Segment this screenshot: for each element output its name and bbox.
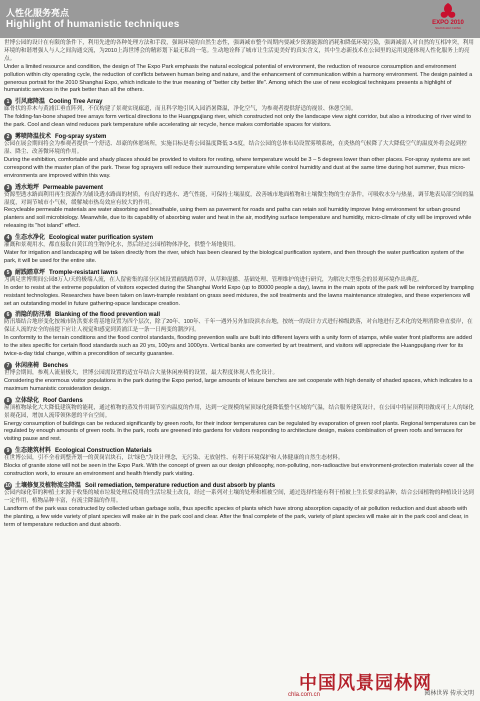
section-title-cn: 雾喷降温技术 xyxy=(15,134,52,141)
section-title-en: Fog-spray system xyxy=(55,134,107,141)
site-watermark xyxy=(280,669,476,699)
section-text-en: Considering the enormous visitor populations in the park during the Expo period, large amounts of leisure benches are set cooperate with high density of shaded spaces, which indicates to a maximum humanistic consideration design. xyxy=(4,377,473,392)
section-text-en: In conformity to the terrain conditions and the flood control standards, flooding prevention walls are built into different layers with a unity form of stamps, while water front platforms are added to the sites specific for certain flood standards such as 20 yrs, 100yrs and 1000yrs. Vertical banks are converted by art treatment, and visitors will appreciate the Huangpujiang river for its twice-a-day tidal change, within a precondition of security guarantee. xyxy=(4,335,472,358)
section-trample-resistant-lawns xyxy=(4,269,476,309)
section-number-badge: 4 xyxy=(4,234,12,242)
page-header xyxy=(0,0,480,38)
section-number-badge: 2 xyxy=(4,133,12,141)
section-flood-prevention-wall xyxy=(4,311,476,359)
section-title-cn: 立体绿化 xyxy=(15,397,40,404)
section-title-cn: 引风廊降温 xyxy=(15,99,46,106)
section-text-cn: 公园在展会期间将会为参观者提供一个舒适、昂豪的休憩场所，实施目标是将公园温度降低 3-5度，结合公园的总体布局设置雾喷系统，在炎热的气候降了大大降低空气的温度外将会起到控湿、降尘、改善微环境的作用。 xyxy=(4,141,467,155)
section-text-en: Energy consumption of buildings can be reduced significantly by green roofs, for their indoor temperatures can be regulated by evaporation of green roof plants. Regional temperatures can be regulated by enough amounts of green roofs. In the park, roofs are greened into gardens for visitors responding to architecture design, makes combination of green roofs and terraces for visiting pause and rest. xyxy=(4,420,476,443)
section-number-badge: 7 xyxy=(4,362,12,370)
intro-en: Under a limited resource and condition, the design of The Expo Park emphasis the natural ecological potential of environment, the reduction of resource consumption and environment pollution within city operating cycle, the reduction of conflicts between human being and nature, and the enhancement of communication within a harmony environment. The design painted a generous portrait for the 2010 Shanghai Expo, which indicate to the true meaning of "better city better life". Among which the use of new ecological techniques presents a highlight of humanistic services in the park better than all the others. xyxy=(4,63,473,94)
section-permeable-pavement xyxy=(4,184,476,232)
section-heading xyxy=(4,269,476,277)
section-heading xyxy=(4,184,476,192)
section-text-cn: 世博会期间，参观人流量极大，世博公园需设置的适宜年结合大量休闲座椅的设置，最大程度体现人性化设计。 xyxy=(4,370,279,376)
section-title-en: Soil remediation, temperature reduction and dust absorb by plants xyxy=(85,482,276,489)
section-heading xyxy=(4,133,476,141)
section-cooling-tree-array xyxy=(4,98,476,130)
section-title-cn: 耐践踏草坪 xyxy=(15,269,46,276)
section-water-purification xyxy=(4,234,476,266)
section-title-en: Ecological Construction Materials xyxy=(55,448,152,455)
section-text-cn: 廊骨状的乔木与黄浦江垂直阵列，不仅构建了景观实现廊道，而且科学地引风入园消暑降温，净化空气，为参观者提供舒适的视景、休憩空间。 xyxy=(4,106,357,113)
section-heading xyxy=(4,234,476,242)
section-title-cn: 生态水净化 xyxy=(15,235,46,242)
section-text-cn: 为满足世博期间公园8万人/天的极端人流，在人留密集的部分区域设置耐践踏草坪，从草种混播、基础处理、管理维护的进行研究，为解决大型集会的景观环境作出典范。 xyxy=(4,276,423,283)
section-construction-materials xyxy=(4,447,476,479)
section-title-en: Permeable pavement xyxy=(43,184,104,191)
section-text-en: During the exhibition, comfortable and shady places should be provided to visitors for resting, where temperature would be 3 – 5 degrees lower than other places. For-spray systems are set correspond with the master plan of the park. These fog sprayers will reduce their surrounding temperature while control humidity and dust at the same time during hot summer, thus micro-environments are improved within this way. xyxy=(4,156,470,179)
section-number-badge: 5 xyxy=(4,269,12,277)
section-number-badge: 10 xyxy=(5,482,11,489)
section-number-badge: 8 xyxy=(4,397,12,405)
section-title-cn: 消隐的防汛墙 xyxy=(15,312,52,319)
expo-logo xyxy=(426,2,470,38)
section-title-cn: 土壤修复及植物流尘降温 xyxy=(15,482,82,489)
section-title-en: Benches xyxy=(43,363,69,369)
watermark-url: chla.com.cn xyxy=(288,692,321,698)
section-number-badge: 1 xyxy=(4,98,12,106)
header-title-cn: 人性化服务亮点 xyxy=(6,8,70,18)
section-roof-gardens xyxy=(4,397,476,445)
section-title-en: Cooling Tree Array xyxy=(49,99,103,106)
section-text-cn: 公园内绿化带的种植土来源于收集的城市垃圾处理后使用的生活垃圾土改良，经过一系列对土壤的处理和植被空间，通过选择性能有利于植被上生长要求的品种，结合公园植物的种植设计达到一定作用，植物品种丰富，有流尘降温的作用。 xyxy=(4,489,474,504)
section-title-en: Roof Gardens xyxy=(43,397,83,404)
section-text-en: The folding-fan-bone shaped tree arrays form vertical directions to the Huangpujiang river, which constructed not only the landscape view sight corridor, but also a introducing of river wind to the park. Cool and clean wind reduces park temperature while accelerating air recycle, hence makes comfortable spaces for visitors. xyxy=(4,114,472,129)
expo-logo-icon xyxy=(437,2,459,20)
section-title-en: Ecological water purification system xyxy=(49,235,154,242)
section-title-en: Tromple-resistant lawns xyxy=(49,269,118,276)
section-fog-spray-system xyxy=(4,133,476,181)
expo-logo-subtext: SHANGHAI CHINA xyxy=(435,26,461,30)
section-heading xyxy=(4,482,476,490)
section-heading xyxy=(4,362,476,370)
section-text-cn: 防汛墙结合地形变化按城市防洪要求将基地设置为四个层次，除了20年、100年、千年一遇外另外加设滨水台地，按统一的设计方式进行梯级跌落，对台地进行艺术化的处理消除垂直驳岸，在保证人流的安全的前提下应让人视觉和感觉到黄浦江是一条一日两变的潮汐河。 xyxy=(4,319,473,334)
intro-cn: 世博公园的设计在有限的条件下，利用先进的各种处理方法和手段，强调环境的自然生态性，强调减市整个周期内要减少资源能源的消耗和降低环境污染，强调减弱人对自然的互相冲突，利用环境的和谐增强人与人之间沟通交流，为2010上海世博会的精彩划下最无私的一笔。生动地诠释了城市让生活更美好的真实含义，其中生态新技术在公园里的运用更能体现人性化服务上的亮点。 xyxy=(4,40,474,62)
section-number-badge: 3 xyxy=(4,184,12,192)
section-text-cn: 资源型透水路面利用再生资源作为铺设透水路面的材质，有良好的透水、透气性能，可保持土壤湿度，改善城市地面植物和土壤微生物的生存条件，可吸收水分与热量，调节地表局部空间的温湿度，对调节城市小气候，缓解城市热岛效应有较大的作用。 xyxy=(4,191,474,206)
header-title-en: Highlight of humanistic techniques xyxy=(6,19,180,30)
main-content xyxy=(4,40,476,530)
section-title-en: Blanking of the flood prevention wall xyxy=(55,312,161,319)
watermark-subtext: 园林世界 传承文明 xyxy=(424,691,474,697)
section-number-badge: 6 xyxy=(4,311,12,319)
section-text-en: Recycleable permeable materials are water absorbing and breathable, using them as pavement for roads and paths can retain soil humidity improve living environment for urban ground planters and soil microbiology. Meanwhile, due to its capability of absorbing water and heat in the air, modifying surface temperature and humidity, micro-climate of city will be improved while releasing its "hot island" effect. xyxy=(4,207,472,230)
section-text-cn: 屋顶植物绿化大大降低建筑物的能耗，通过植物的蒸发作用调节室内温度的作用，达到一定规模的屋顶绿化能降低整个区域的气温，结合服务建筑设计，在公园中将屋顶利用做成可上人的绿化景观花园，增加人流带领休憩的平台空间。 xyxy=(4,404,474,419)
section-number-badge: 9 xyxy=(4,447,12,455)
watermark-main-text: 中国风景园林网 xyxy=(299,673,432,694)
section-text-cn: 灌溉和景观用水，都直接取自黄江的生物净化水，然后经过公园植物体净化，供整个场地使用。 xyxy=(4,242,239,249)
expo-logo-text: EXPO 2010 xyxy=(432,20,464,26)
section-title-cn: 休闲座椅 xyxy=(15,363,40,369)
section-text-en: Landform of the park was constructed by collected urban garbage soils, thus specific species of plants which have strong absorption capacity of air pollution reduction and dust absorb with the planting, a few wide variety of plant species will make air in the park cool and clear. After the final complete of the park, variety of plant species will make air in the park cool and clear, in term of temperature reduction and dust absorb. xyxy=(4,505,469,528)
section-title-cn: 透水地坪 xyxy=(15,184,40,191)
section-text-en: Water for irrigation and landscaping will be taken directly from the river, which has been cleaned by the biological purification system, and then through the water purification system of the park, it will be used for the entire site. xyxy=(4,250,464,264)
section-text-en: In order to resist at the extreme population of visitors expected during the Shanghai World Expo (up to 80000 people a day), lawns in the main spots of the park will be reinforced by trampling resistant technologies. Researches have been taken on lawn-trample resistant on grass seed mixtures, the soil treatments and the lawns maintenance strategies, and these experiences will set an outstanding model in future gathering-space landscape creation. xyxy=(4,284,474,307)
section-heading xyxy=(4,397,476,405)
section-soil-remediation xyxy=(4,482,476,530)
section-benches xyxy=(4,362,476,394)
section-text-cn: 在世博公园，引不全看到整齐划一的黄岗岩块石，以"绿色"为设计理念，无污染、无放射性、有利于环境保护和人体健康的自然生态材料。 xyxy=(4,455,344,462)
section-title-cn: 生态建筑材料 xyxy=(15,448,52,455)
intro xyxy=(4,40,476,95)
section-text-en: Blocks of granite stone will not be seen in the Expo Park. With the concept of green as our design philosophy, non-polluting, non-radioactive but environment-protection materials cover all the construction work, to ensure an environment and health friendly park visiting. xyxy=(4,463,474,478)
